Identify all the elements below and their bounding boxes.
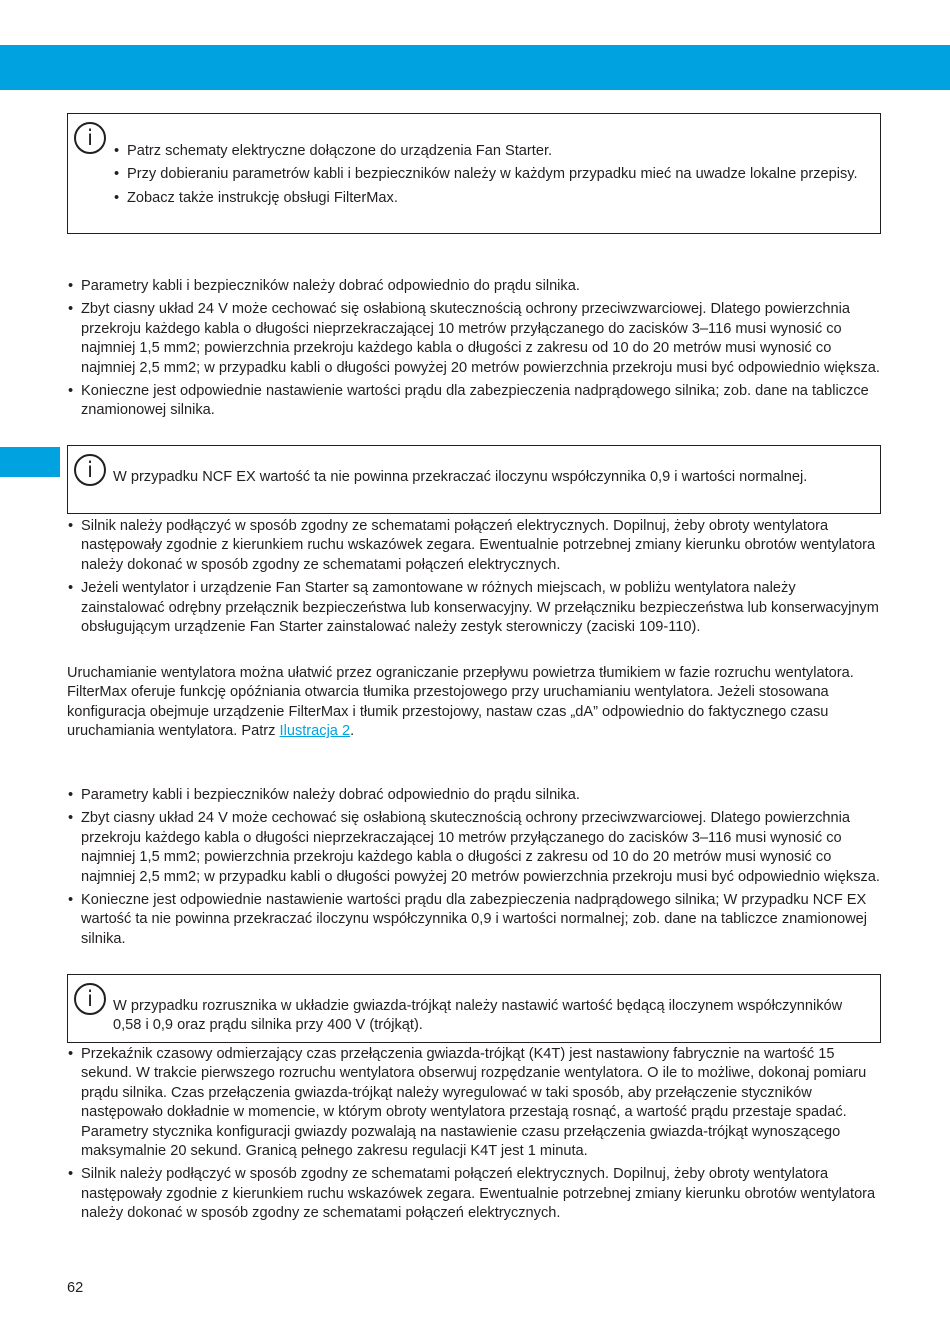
info-box-star-delta	[67, 974, 881, 1043]
list-item: • Konieczne jest odpowiednie nastawienie wartości prądu dla zabezpieczenia nadprądowego silnika; W przypadku NCF EX wartość ta nie powinna przekraczać iloczynu współczynnika 0,9 i wartości normalnej; zob. dane na tabliczce znamionowej silnika.	[67, 891, 881, 949]
list-item: • Konieczne jest odpowiednie nastawienie wartości prądu dla zabezpieczenia nadprądowego silnika; zob. dane na tabliczce znamionowej silnika.	[67, 382, 881, 421]
list-item: • Jeżeli wentylator i urządzenie Fan Starter są zamontowane w różnych miejscach, w pobliżu wentylatora należy zainstalować odrębny przełącznik bezpieczeństwa lub konserwacyjny. W przełączniku bezpieczeństwa lub konserwacyjnym obsługującym urządzenie Fan Starter zainstalować należy zestyk sterowniczy (zaciski 109-110).	[67, 579, 881, 637]
info-box-references	[67, 113, 881, 234]
side-chapter-tab	[0, 447, 60, 477]
list-item: • Przy dobieraniu parametrów kabli i bezpieczników należy w każdym przypadku mieć na uwadze lokalne przepisy.	[113, 165, 873, 184]
list-item: • Zobacz także instrukcję obsługi FilterMax.	[113, 189, 873, 208]
paragraph-end: .	[350, 723, 355, 740]
page-number: 62	[67, 1280, 84, 1296]
info-circle-icon: i	[74, 454, 106, 486]
list-item: • Zbyt ciasny układ 24 V może cechować się osłabioną skutecznością ochrony przeciwzwarciowej. Dlatego powierzchnia przekroju każdego kabla o długości nieprzekraczającej 10 metrów przyłączanego do zacisków 3–116 musi wynosić co najmniej 1,5 mm2; powierzchnia przekroju każdego kabla o długości z zakresu od 10 do 20 metrów musi wynosić co najmniej 2,5 mm2; w przypadku kabli o długości powyżej 20 metrów powierzchnia przekroju musi być odpowiednio większa.	[67, 300, 881, 378]
list-item: • Przekaźnik czasowy odmierzający czas przełączenia gwiazda-trójkąt (K4T) jest nastawiony fabrycznie na wartość 15 sekund. W trakcie pierwszego rozruchu wentylatora obserwuj rozpędzanie wentylatora. O ile to możliwe, dokonaj pomiaru prądu silnika. Czas przełączenia gwiazda-trójkąt należy wyregulować w taki sposób, aby przełączenie styczników następowało dokładnie w momencie, w którym obroty wentylatora przestają rosnąć, a wartość prądu przestaje spadać. Parametry stycznika konfiguracji gwiazdy pozwalają na nastawienie czasu przełączenia gwiazda-trójkąt wynoszącego maksymalnie 20 sekund. Granicą pełnego zakresu regulacji K4T jest 1 minuta.	[67, 1045, 881, 1161]
info-box-text: W przypadku rozrusznika w układzie gwiazda-trójkąt należy nastawić wartość będącą iloczynem współczynników 0,58 i 0,9 oraz prądu silnika przy 400 V (trójkąt).	[113, 998, 843, 1034]
list-item: • Silnik należy podłączyć w sposób zgodny ze schematami połączeń elektrycznych. Dopilnuj, żeby obroty wentylatora następowały zgodnie z kierunkiem ruchu wskazówek zegara. Ewentualnie potrzebnej zmiany kierunku obrotów wentylatora należy dokonać w sposób zgodny ze schematami połączeń elektrycznych.	[67, 1165, 881, 1223]
list-item: • Parametry kabli i bezpieczników należy dobrać odpowiednio do prądu silnika.	[67, 786, 881, 805]
figure-link[interactable]: Ilustracja 2	[279, 723, 351, 740]
list-item: • Parametry kabli i bezpieczników należy dobrać odpowiednio do prądu silnika.	[67, 277, 881, 296]
paragraph-text: Uruchamianie wentylatora można ułatwić przez ograniczanie przepływu powietrza tłumikiem w fazie rozruchu wentylatora. FilterMax oferuje funkcję opóźniania otwarcia tłumika przestojowego przy uruchamianiu wentylatora. Jeżeli stosowana konfiguracja obejmuje urządzenie FilterMax i tłumik przestojowy, nastaw czas „dA” odpowiednio do faktycznego czasu uruchamiania wentylatora. Patrz	[67, 665, 854, 740]
bullet-list-motor-connection	[67, 517, 881, 641]
info-circle-icon: i	[74, 122, 106, 154]
info-box-text: W przypadku NCF EX wartość ta nie powinna przekraczać iloczynu współczynnika 0,9 i wartości normalnej.	[113, 469, 808, 485]
info-box-list	[113, 142, 873, 212]
list-item: • Patrz schematy elektryczne dołączone do urządzenia Fan Starter.	[113, 142, 873, 161]
bullet-list-cables-1	[67, 277, 881, 425]
list-item: • Zbyt ciasny układ 24 V może cechować się osłabioną skutecznością ochrony przeciwzwarciowej. Dlatego powierzchnia przekroju każdego kabla o długości nieprzekraczającej 10 metrów przyłączanego do zacisków 3–116 musi wynosić co najmniej 1,5 mm2; powierzchnia przekroju każdego kabla o długości z zakresu od 10 do 20 metrów musi wynosić co najmniej 2,5 mm2; w przypadku kabli o długości powyżej 20 metrów powierzchnia przekroju musi być odpowiednio większa.	[67, 809, 881, 887]
info-circle-icon: i	[74, 983, 106, 1015]
header-band	[0, 45, 950, 90]
bullet-list-star-delta	[67, 1045, 881, 1228]
info-box-ncf-ex	[67, 445, 881, 514]
list-item: • Silnik należy podłączyć w sposób zgodny ze schematami połączeń elektrycznych. Dopilnuj, żeby obroty wentylatora następowały zgodnie z kierunkiem ruchu wskazówek zegara. Ewentualnie potrzebnej zmiany kierunku obrotów wentylatora należy dokonać w sposób zgodny ze schematami połączeń elektrycznych.	[67, 517, 881, 575]
bullet-list-cables-2	[67, 786, 881, 953]
fan-startup-paragraph	[67, 664, 881, 742]
